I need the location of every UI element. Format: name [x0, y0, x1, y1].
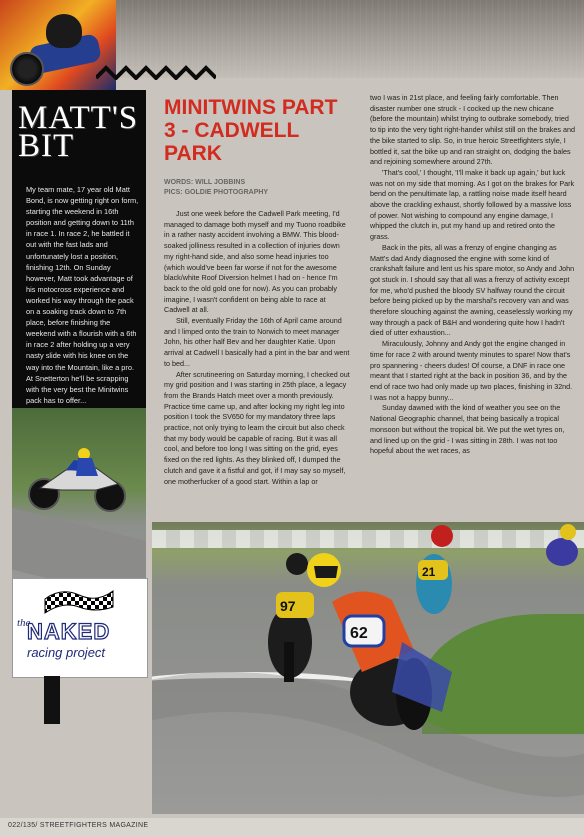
logo-the-text: the: [17, 617, 31, 629]
plate-21: 21: [422, 565, 436, 579]
logo-racing-project-text: racing project: [27, 645, 106, 660]
logo-post: [44, 676, 60, 724]
paragraph: Still, eventually Friday the 16th of April came around and I limped onto the train to Norwich to meet manager John, his other half Bev and her daughter Katie. Upon arrival at Cadwell I basically had a pint in the bar and went to bed...: [164, 316, 350, 368]
footer-text: 022/135/ STREETFIGHTERS MAGAZINE: [8, 822, 149, 829]
article-column-1: [164, 209, 350, 487]
paragraph: Just one week before the Cadwell Park meeting, I'd managed to damage both myself and my Tuono roadbike in a rather nasty accident involving a BMW. This blood-soaked jolliness resulted in a collection of injuries down my right-hand side, and also some head injuries too (which would've been far worse if not for the awesome black/white Roof Diversion helmet I had on - hence I'm back to the old gold one for now). As you can probably imagine, I wasn't confident on being able to race at Cadwell at all.: [164, 209, 346, 315]
race-photo: [152, 522, 584, 814]
article-column-2: [370, 93, 576, 457]
sidebar-title: MATT'S BIT: [18, 100, 139, 164]
paragraph: After scrutineering on Saturday morning, I checked out my grid position and I was starting in 25th place, a legacy from the Brands Hatch meet over a month previously. Practice time came up, and after locking my right leg into position I took the SV650 for my mandatory three laps practice, not only trying to learn the circuit but also check that my body would be capable of racing. But it was all cool, and before too long I was sitting on the grid, eyes fixed on the red lights. As they blinked off, I dumped the clutch and gave it a fistful and got, if I may say so myself, one motherfucker of a good start. Within a lap or: [164, 369, 350, 486]
plate-97: 97: [280, 598, 296, 614]
article-credits: [164, 178, 350, 198]
page-footer: [0, 818, 584, 837]
paragraph: Back in the pits, all was a frenzy of engine changing as Matt's dad Andy diagnosed the engine with some kind of crankshaft failure and lent us his spare motor, so Andy and John got stuck in. I should say that all was a frenzy of activity except for me, who'd pushed the bloody SV halfway round the circuit before being picked up by the marshal's recovery van and was therefore slouching against the awning, ceaselessly working my way through a pack of B&H and wondering quite how I hadn't died of utter exhaustion...: [370, 242, 575, 338]
credit-words: WORDS: WILL JOBBINS: [164, 179, 246, 186]
paragraph: Sunday dawned with the kind of weather you see on the National Geographic channel, that being basically a tropical monsoon but without the tropical bit. We put the wet tyres on, and lined up on the grid - I was sitting in 28th. I was not too hopeful about the wet races, as: [370, 403, 565, 456]
paragraph: Miraculously, Johnny and Andy got the engine changed in time for race 2 with around twenty minutes to spare! Now that's pro spannering - cheers dudes! Of course, a DNF in race one meant that I started right at the back in position 36, and by the end of race two had only made up two places, finishing in 32nd. I was not a happy bunny...: [370, 339, 573, 402]
rider-21: [416, 525, 453, 614]
sidebar-body: My team mate, 17 year old Matt Bond, is now getting right on form, starting the weekend in 16th position and getting down to 11th in race 1. In race 2, he battled it out with the fast lads and unfortunately lost a position, finishing 12th. On Sunday however, Matt took advantage of his motocross experience and worked his way through the pack on a soaking track down to 7th place, before finishing the weekend with a flourish with a 6th in race 2 after holding up a very nasty slide with his knee on the way into the Mountain, like a pro. At Snetterton he'll be scrapping with the very best the Minitwins pack has to offer...: [26, 185, 139, 405]
rider-97: [268, 553, 314, 682]
zigzag-decoration: [96, 40, 216, 80]
paragraph: two I was in 21st place, and feeling fairly comfortable. Then disaster number one struck - I cocked up the new chicane (before the mountain) whilst trying to outbrake somebody, tried to tip into the very tight right-hander whilst still on the brakes and the bike started to slip. So, in true heroic Streetfighters style, I bottled it, sat the bike up and ran straight on, dodging the bales and rejoining somewhere around 27th.: [370, 93, 575, 167]
logo-naked-text: NAKED: [27, 619, 111, 644]
plate-62: 62: [350, 625, 368, 642]
naked-racing-project-logo: [12, 578, 148, 678]
article-headline: MINITWINS PART 3 - CADWELL PARK: [164, 96, 338, 165]
checkered-flag-icon: [43, 585, 115, 615]
matts-bit-sidebar: [12, 90, 146, 608]
paragraph: 'That's cool,' I thought, 'I'll make it back up again,' but luck was not on my side that morning. As I got on the brakes for Park bend on the penultimate lap, a rattling noise made itself heard above the crackling exhaust, shortly followed by a massive loss of power. Not wishing to compound any engine damage, I whipped the clutch in, put my hand up and retired onto the grass.: [370, 167, 575, 242]
credit-pics: PICS: GOLDIE PHOTOGRAPHY: [164, 189, 269, 196]
